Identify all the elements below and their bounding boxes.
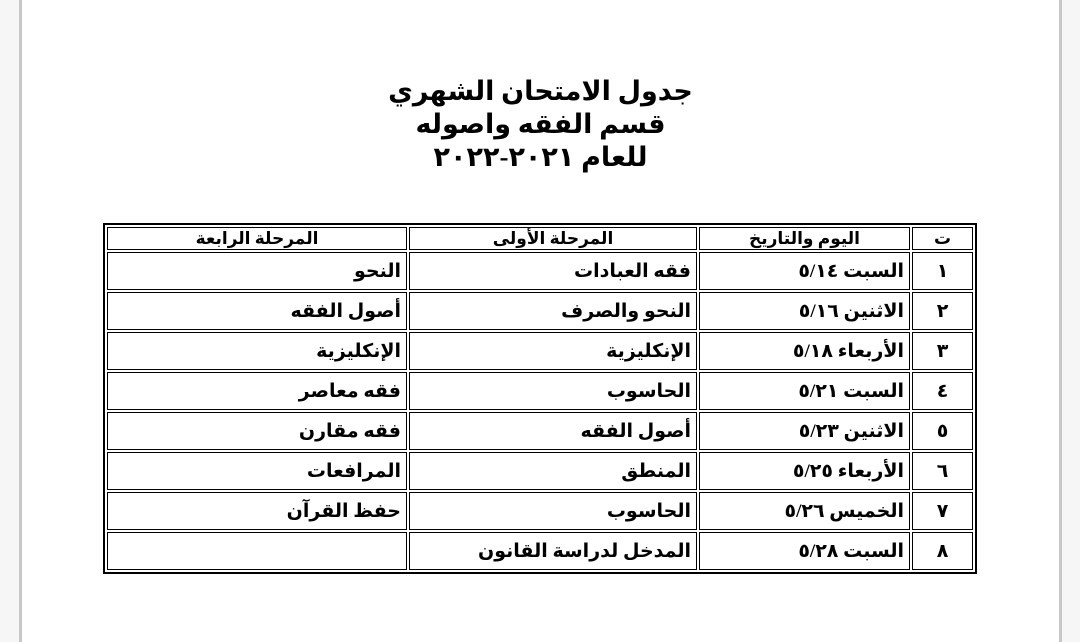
cell-number: ٣ xyxy=(912,332,973,370)
table-row xyxy=(107,292,973,330)
cell-stage4-subject: النحو xyxy=(107,252,407,290)
table-row xyxy=(107,492,973,530)
cell-day-date: السبت ٥/٢١ xyxy=(699,372,910,410)
cell-stage1-subject: الإنكليزية xyxy=(409,332,697,370)
cell-stage1-subject: الحاسوب xyxy=(409,492,697,530)
cell-number: ٤ xyxy=(912,372,973,410)
table-row xyxy=(107,252,973,290)
title-line-main: جدول الامتحان الشهري xyxy=(388,76,693,106)
table-row xyxy=(107,532,973,570)
cell-day-date: الأربعاء ٥/٢٥ xyxy=(699,452,910,490)
cell-stage1-subject: النحو والصرف xyxy=(409,292,697,330)
header-stage4: المرحلة الرابعة xyxy=(107,227,407,250)
cell-day-date: السبت ٥/٢٨ xyxy=(699,532,910,570)
cell-stage4-subject: أصول الفقه xyxy=(107,292,407,330)
table-row xyxy=(107,372,973,410)
title-line-year: للعام ٢٠٢١-٢٠٢٢ xyxy=(433,142,648,172)
cell-stage1-subject: فقه العبادات xyxy=(409,252,697,290)
document-page xyxy=(19,0,1062,642)
cell-stage4-subject: فقه معاصر xyxy=(107,372,407,410)
table-row xyxy=(107,452,973,490)
cell-day-date: الأربعاء ٥/١٨ xyxy=(699,332,910,370)
cell-number: ١ xyxy=(912,252,973,290)
cell-day-date: الخميس ٥/٢٦ xyxy=(699,492,910,530)
cell-number: ٢ xyxy=(912,292,973,330)
table-header-row xyxy=(107,227,973,250)
cell-day-date: الاثنين ٥/٢٣ xyxy=(699,412,910,450)
table-row xyxy=(107,412,973,450)
exam-schedule-table xyxy=(103,223,977,574)
cell-stage4-subject: حفظ القرآن xyxy=(107,492,407,530)
cell-stage4-subject: فقه مقارن xyxy=(107,412,407,450)
title-line-department: قسم الفقه واصوله xyxy=(415,109,666,139)
cell-stage1-subject: أصول الفقه xyxy=(409,412,697,450)
cell-stage4-subject: المرافعات xyxy=(107,452,407,490)
cell-stage1-subject: المدخل لدراسة القانون xyxy=(409,532,697,570)
header-day-date: اليوم والتاريخ xyxy=(699,227,910,250)
cell-stage1-subject: الحاسوب xyxy=(409,372,697,410)
cell-stage1-subject: المنطق xyxy=(409,452,697,490)
cell-stage4-subject: الإنكليزية xyxy=(107,332,407,370)
cell-day-date: الاثنين ٥/١٦ xyxy=(699,292,910,330)
header-stage1: المرحلة الأولى xyxy=(409,227,697,250)
document-title-block xyxy=(22,75,1059,174)
cell-number: ٨ xyxy=(912,532,973,570)
table-row xyxy=(107,332,973,370)
header-number: ت xyxy=(912,227,973,250)
exam-schedule-table-wrap xyxy=(103,223,977,574)
cell-number: ٧ xyxy=(912,492,973,530)
cell-number: ٦ xyxy=(912,452,973,490)
cell-day-date: السبت ٥/١٤ xyxy=(699,252,910,290)
cell-stage4-subject xyxy=(107,532,407,570)
cell-number: ٥ xyxy=(912,412,973,450)
